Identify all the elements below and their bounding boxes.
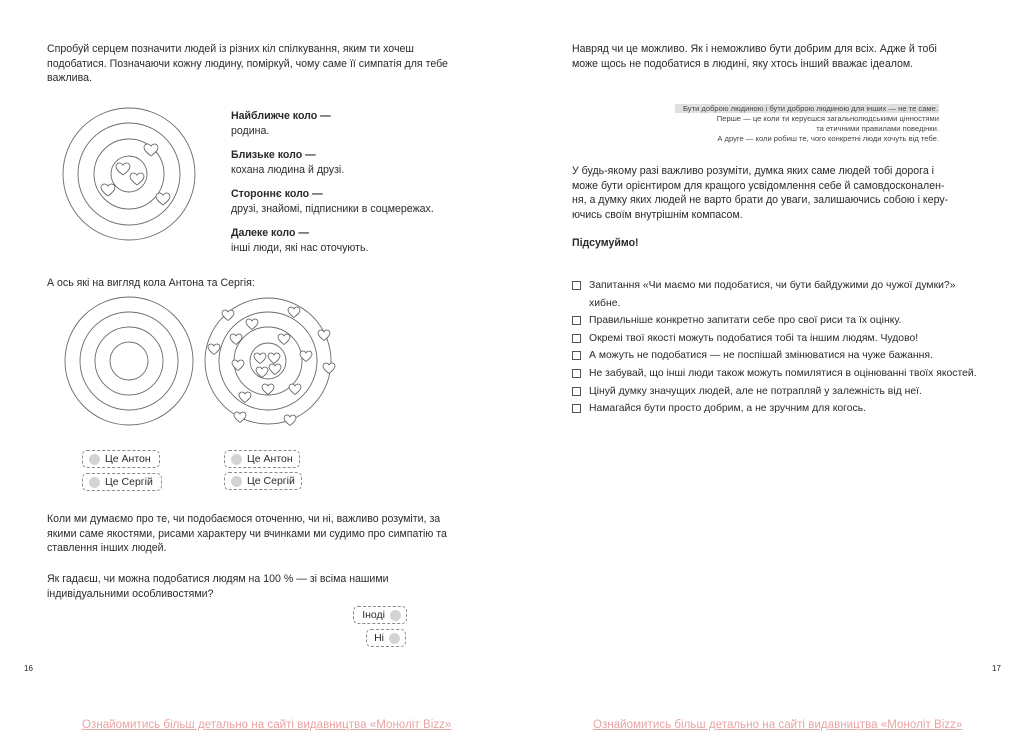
legend-title: Близьке коло — — [231, 149, 316, 161]
answer-no[interactable] — [366, 629, 406, 647]
paragraph-line: якими саме якостями, рисами характеру чи вчинками ми судимо про симпатію та — [47, 527, 447, 540]
radio-dot-icon — [390, 610, 401, 621]
side-note-highlight: Бути доброю людиною і бути доброю людиною для інших — не те саме. — [675, 104, 939, 113]
option-label: Це Сергій — [105, 476, 153, 488]
radio-dot-icon — [231, 454, 242, 465]
example-circles-diagram — [60, 105, 200, 245]
radio-dot-icon — [389, 633, 400, 644]
hearts-circles-diagram — [204, 296, 336, 428]
checklist-line: Запитання «Чи маємо ми подобатися, чи бути байдужими до чужої думки?» — [589, 280, 956, 291]
side-note-line: та етичними правилами поведінки. — [816, 124, 939, 133]
intro-line: може щось не подобатися в людині, яку хтось інший вважає ідеалом. — [572, 57, 914, 70]
radio-dot-icon — [89, 454, 100, 465]
intro-line: важлива. — [47, 72, 92, 84]
checklist-item — [572, 365, 1002, 383]
option-anton-2[interactable] — [224, 450, 300, 468]
paragraph-line: ня, а думку яких людей не варто брати до уваги, залишаючись собою і керу- — [572, 194, 949, 206]
checklist-item — [572, 330, 1002, 348]
legend-title: Стороннє коло — — [231, 188, 323, 200]
checkbox[interactable] — [572, 316, 581, 325]
checklist-line: хибне. — [589, 297, 621, 309]
checkbox[interactable] — [572, 281, 581, 290]
legend-closest — [231, 109, 491, 138]
checklist-text: Цінуй думку значущих людей, але не потрапляй у залежність від неї. — [589, 385, 922, 397]
option-label: Це Антон — [247, 453, 293, 465]
option-label: Це Сергій — [247, 475, 295, 487]
intro-paragraph — [572, 42, 992, 71]
option-sergiy-1[interactable] — [82, 473, 162, 491]
intro-line: Спробуй серцем позначити людей із різних кіл спілкування, яким ти хочеш — [47, 43, 414, 55]
paragraph-line: У будь-якому разі важливо розуміти, думка яких саме людей тобі дорога і — [572, 165, 935, 177]
checkbox[interactable] — [572, 334, 581, 343]
right-page — [512, 0, 1024, 741]
question-paragraph — [47, 572, 487, 601]
option-label: Іноді — [362, 609, 385, 621]
circles-caption: А ось які на вигляд кола Антона та Сергія: — [47, 277, 255, 289]
legend-desc: родина. — [231, 124, 270, 137]
radio-dot-icon — [89, 477, 100, 488]
question-line: Як гадаєш, чи можна подобатися людям на 100 % — зі всіма нашими — [47, 573, 389, 585]
checklist-text: Правильніше конкретно запитати себе про свої риси та їх оцінку. — [589, 315, 902, 327]
heart-icon — [208, 307, 335, 426]
checkbox[interactable] — [572, 404, 581, 413]
publisher-link[interactable]: Ознайомитись більш детально на сайті видавництва «Моноліт Bizz» — [82, 719, 452, 731]
checklist-item — [572, 383, 1002, 401]
checklist-text: А можуть не подобатися — не поспішай змінюватися на чуже бажання. — [589, 350, 933, 362]
side-note-line: А друге — коли робиш те, чого конкретні люди хочуть від тебе. — [717, 134, 939, 143]
answer-sometimes[interactable] — [353, 606, 407, 624]
legend-title: Далеке коло — — [231, 227, 310, 239]
radio-dot-icon — [231, 476, 242, 487]
paragraph-line: ставлення інших людей. — [47, 542, 167, 554]
page-number: 16 — [24, 664, 33, 673]
option-anton-1[interactable] — [82, 450, 160, 468]
legend-far — [231, 226, 491, 255]
checkbox[interactable] — [572, 369, 581, 378]
publisher-link[interactable]: Ознайомитись більш детально на сайті видавництва «Моноліт Bizz» — [593, 719, 963, 731]
summary-checklist — [572, 277, 1002, 418]
option-label: Це Антон — [105, 453, 151, 465]
checklist-item — [572, 277, 1002, 312]
circles-legend — [231, 109, 491, 265]
checklist-text — [589, 277, 955, 312]
summary-heading: Підсумуймо! — [572, 237, 639, 249]
checkbox[interactable] — [572, 387, 581, 396]
legend-title: Найближче коло — — [231, 110, 331, 122]
summary-paragraph — [572, 164, 992, 222]
side-note-line: Перше — це коли ти керуєшся загальнолюдськими цінностями — [716, 114, 939, 123]
option-sergiy-2[interactable] — [224, 472, 302, 490]
legend-outer — [231, 187, 491, 216]
checklist-text: Не забувай, що інші люди також можуть помилятися в оцінюванні твоїх якостей. — [589, 367, 977, 379]
checklist-item — [572, 312, 1002, 330]
checkbox[interactable] — [572, 351, 581, 360]
judgement-paragraph — [47, 512, 487, 556]
legend-desc: кохана людина й друзі. — [231, 163, 345, 176]
legend-desc: друзі, знайомі, підписники в соцмережах. — [231, 202, 434, 215]
paragraph-line: Коли ми думаємо про те, чи подобаємося оточенню, чи ні, важливо розуміти, за — [47, 513, 441, 525]
intro-paragraph — [47, 42, 487, 86]
intro-line: подобатися. Позначаючи кожну людину, поміркуй, чому саме її симпатія для тебе — [47, 57, 448, 70]
paragraph-line: може бути орієнтиром для кращого усвідомлення себе й самовдосконален- — [572, 179, 945, 192]
legend-desc: інші люди, які нас оточують. — [231, 241, 369, 254]
empty-circles-diagram — [64, 296, 196, 428]
intro-line: Навряд чи це можливо. Як і неможливо бути добрим для всіх. Адже й тобі — [572, 43, 937, 55]
side-note — [512, 104, 939, 144]
checklist-item — [572, 400, 1002, 418]
question-line: індивідуальними особливостями? — [47, 587, 214, 600]
legend-close — [231, 148, 491, 177]
checklist-text: Намагайся бути просто добрим, а не зручним для когось. — [589, 403, 867, 415]
option-label: Ні — [374, 632, 384, 644]
page-number: 17 — [992, 664, 1001, 673]
checklist-text: Окремі твої якості можуть подобатися тобі та іншим людям. Чудово! — [589, 332, 919, 344]
paragraph-line: ючись своїм внутрішнім компасом. — [572, 208, 743, 221]
checklist-item — [572, 347, 1002, 365]
